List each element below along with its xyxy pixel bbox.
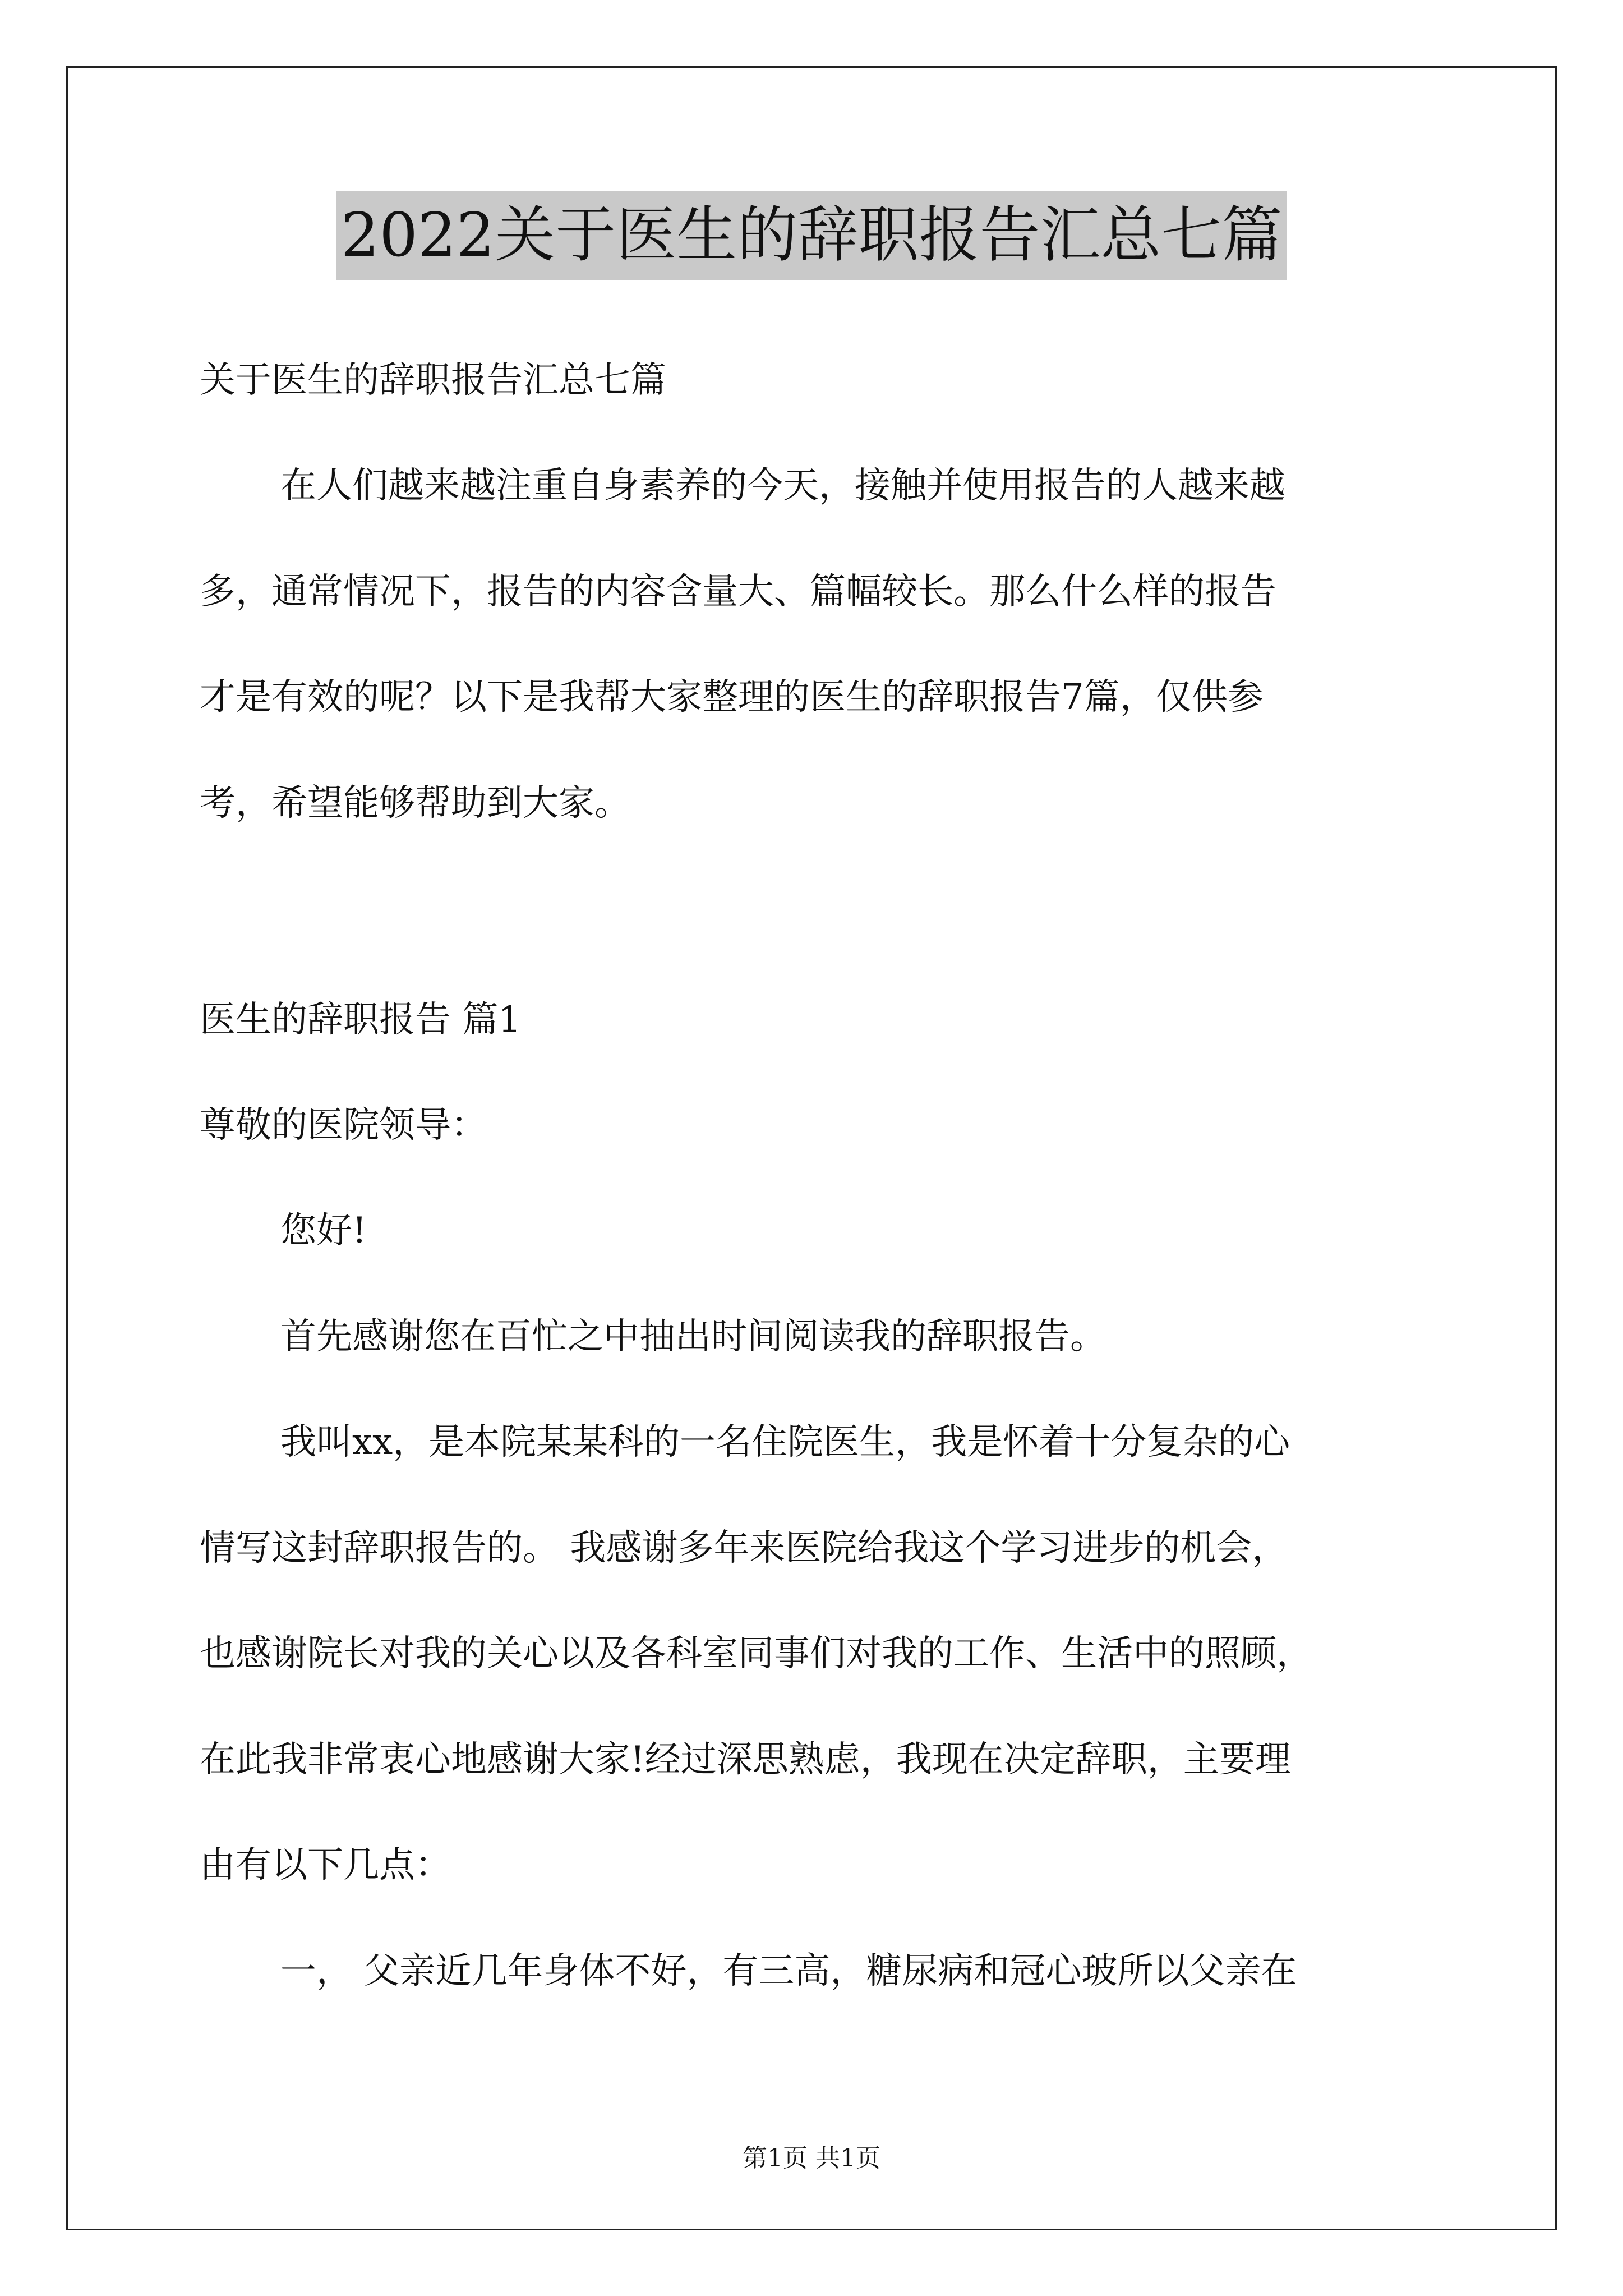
body-line-6: 由有以下几点： xyxy=(200,1844,451,1886)
body-line-7: 一， 父亲近几年身体不好，有三高，糖尿病和冠心玻所以父亲在 xyxy=(280,1950,1297,1992)
title-container xyxy=(0,191,1623,280)
body-line-2: 我叫xx，是本院某某科的一名住院医生，我是怀着十分复杂的心 xyxy=(280,1421,1290,1463)
body-line-1: 首先感谢您在百忙之中抽出时间阅读我的辞职报告。 xyxy=(280,1316,1106,1358)
subtitle-line: 关于医生的辞职报告汇总七篇 xyxy=(200,360,666,401)
document-title: 2022关于医生的辞职报告汇总七篇 xyxy=(336,191,1287,280)
intro-line-1: 在人们越来越注重自身素养的今天，接触并使用报告的人越来越 xyxy=(280,465,1285,507)
greeting: 您好! xyxy=(280,1210,367,1251)
page-footer: 第1页 共1页 xyxy=(743,2144,880,2173)
intro-line-2: 多，通常情况下，报告的内容含量大、篇幅较长。那么什么样的报告 xyxy=(200,571,1276,613)
salutation: 尊敬的医院领导： xyxy=(200,1105,487,1146)
intro-line-3: 才是有效的呢？以下是我帮大家整理的医生的辞职报告7篇，仅供参 xyxy=(200,677,1264,718)
body-line-4: 也感谢院长对我的关心以及各科室同事们对我的工作、生活中的照顾， xyxy=(200,1633,1312,1674)
body-line-3: 情写这封辞职报告的。 我感谢多年来医院给我这个学习进步的机会， xyxy=(200,1527,1288,1569)
intro-line-4: 考，希望能够帮助到大家。 xyxy=(200,783,630,824)
section-heading: 医生的辞职报告 篇1 xyxy=(200,999,522,1041)
body-line-5: 在此我非常衷心地感谢大家!经过深思熟虑，我现在决定辞职，主要理 xyxy=(200,1739,1291,1780)
